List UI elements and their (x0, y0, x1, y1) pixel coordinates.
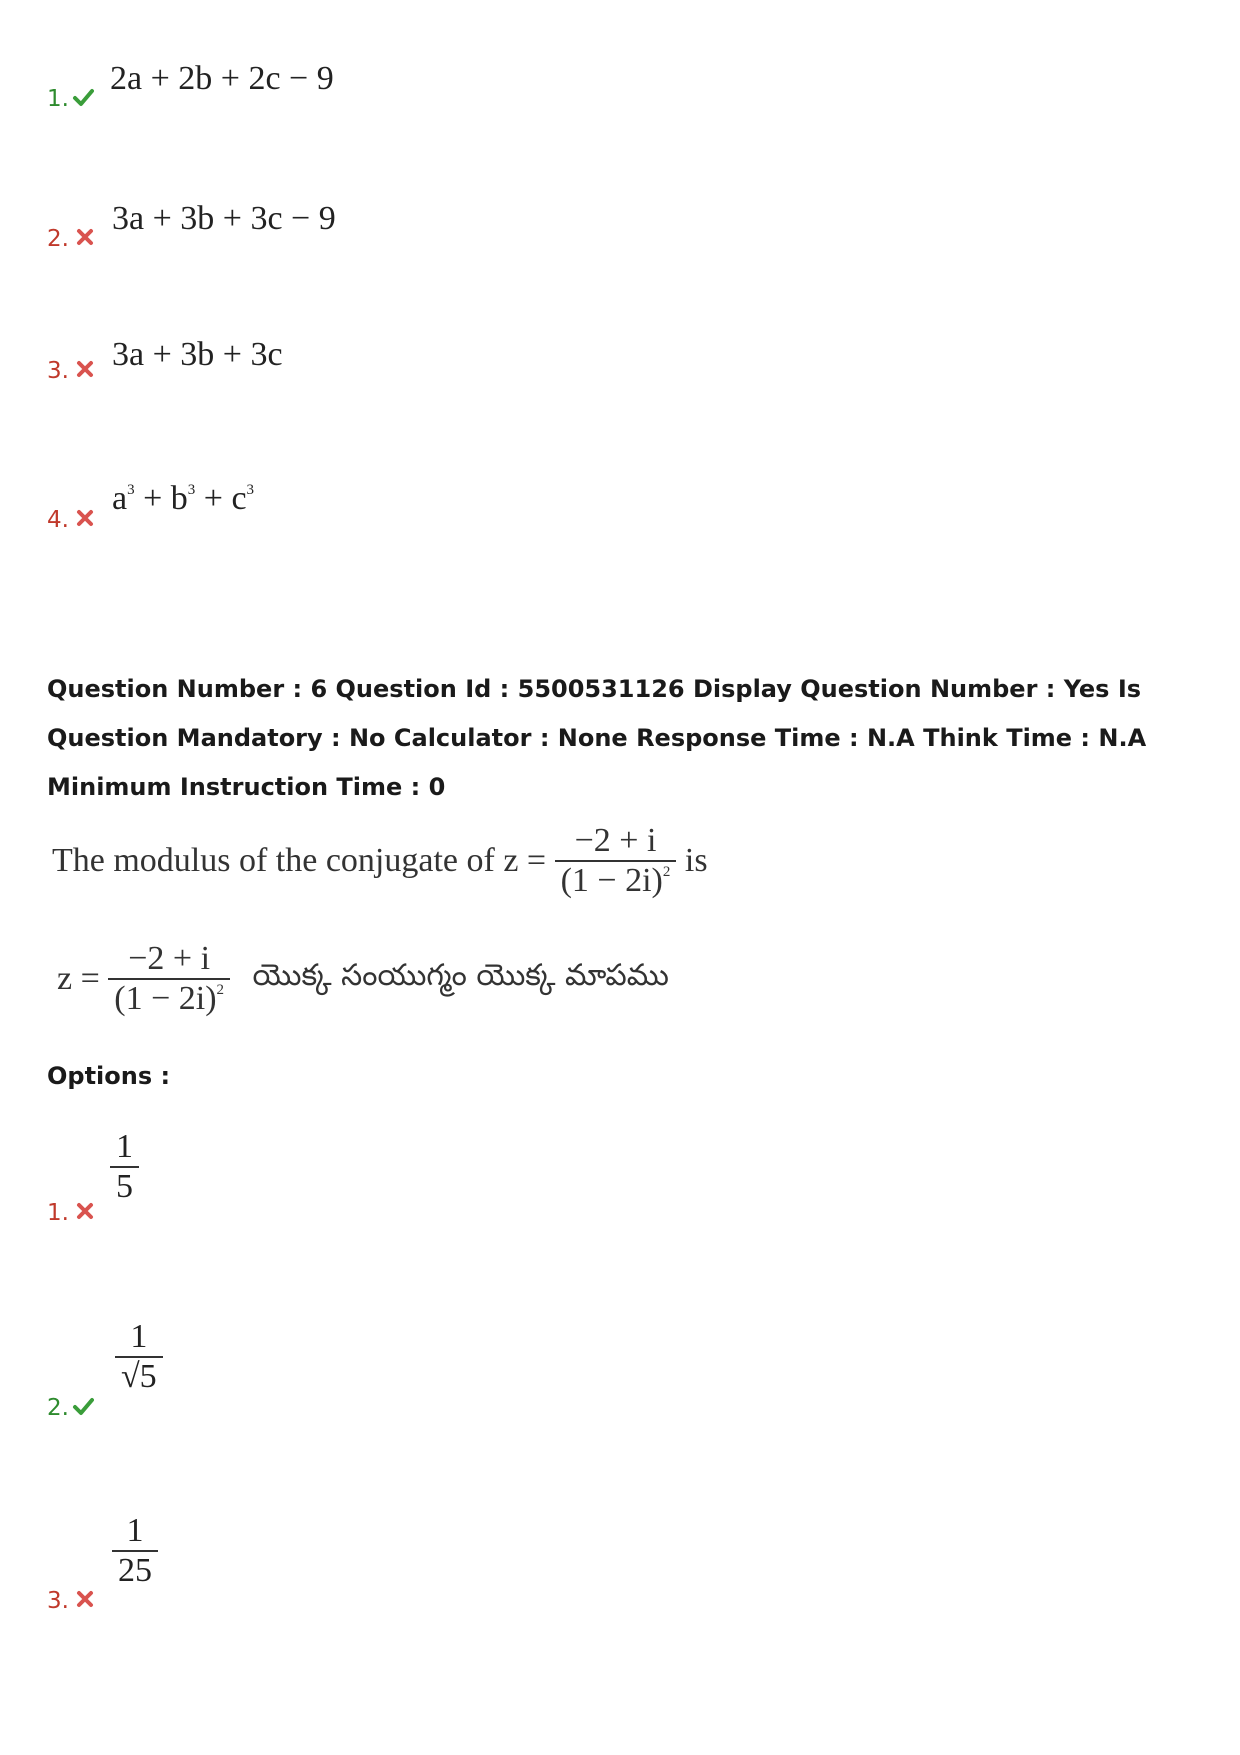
cross-icon (76, 360, 94, 378)
option-expression: 3a + 3b + 3c − 9 (112, 200, 336, 237)
option-number: 2. (47, 226, 69, 252)
option-expression: 3a + 3b + 3c (112, 336, 283, 373)
check-icon (72, 86, 94, 108)
option-number: 3. (47, 358, 69, 384)
option-fraction: $\frac{1}{25}$ (112, 1512, 158, 1590)
question-text-english: The modulus of the conjugate of z = $\frac{-2 + i}{(1 - 2i)^2}$ is (52, 822, 708, 899)
option-fraction: $\frac{1}{5}$ (110, 1128, 139, 1206)
option-fraction: $\frac{1}{√5}$ (115, 1318, 163, 1396)
cross-icon (76, 1202, 94, 1220)
option-number: 1. (47, 86, 69, 112)
cross-icon (76, 1590, 94, 1608)
option-number: 2. (47, 1395, 69, 1421)
option-expression: $a^3 + b^3 + c^3$ (112, 480, 255, 517)
cross-icon (76, 509, 94, 527)
options-label: Options : (47, 1062, 171, 1090)
check-icon (72, 1395, 94, 1417)
question-meta: Question Number : 6 Question Id : 5500531126 Display Question Number : Yes Is Question Mandatory : No Calculator : None Response Time : N.A Think Time : N.A Minimum Instruction Time : 0 (47, 675, 1147, 801)
option-number: 1. (47, 1200, 69, 1226)
option-number: 4. (47, 507, 69, 533)
option-number: 3. (47, 1588, 69, 1614)
option-expression: 2a + 2b + 2c − 9 (110, 60, 334, 97)
question-text-telugu: z = $\frac{-2 + i}{(1 - 2i)^2}$ యొక్క సంయుగ్మం యొక్క మాపము (57, 940, 669, 1017)
cross-icon (76, 228, 94, 246)
